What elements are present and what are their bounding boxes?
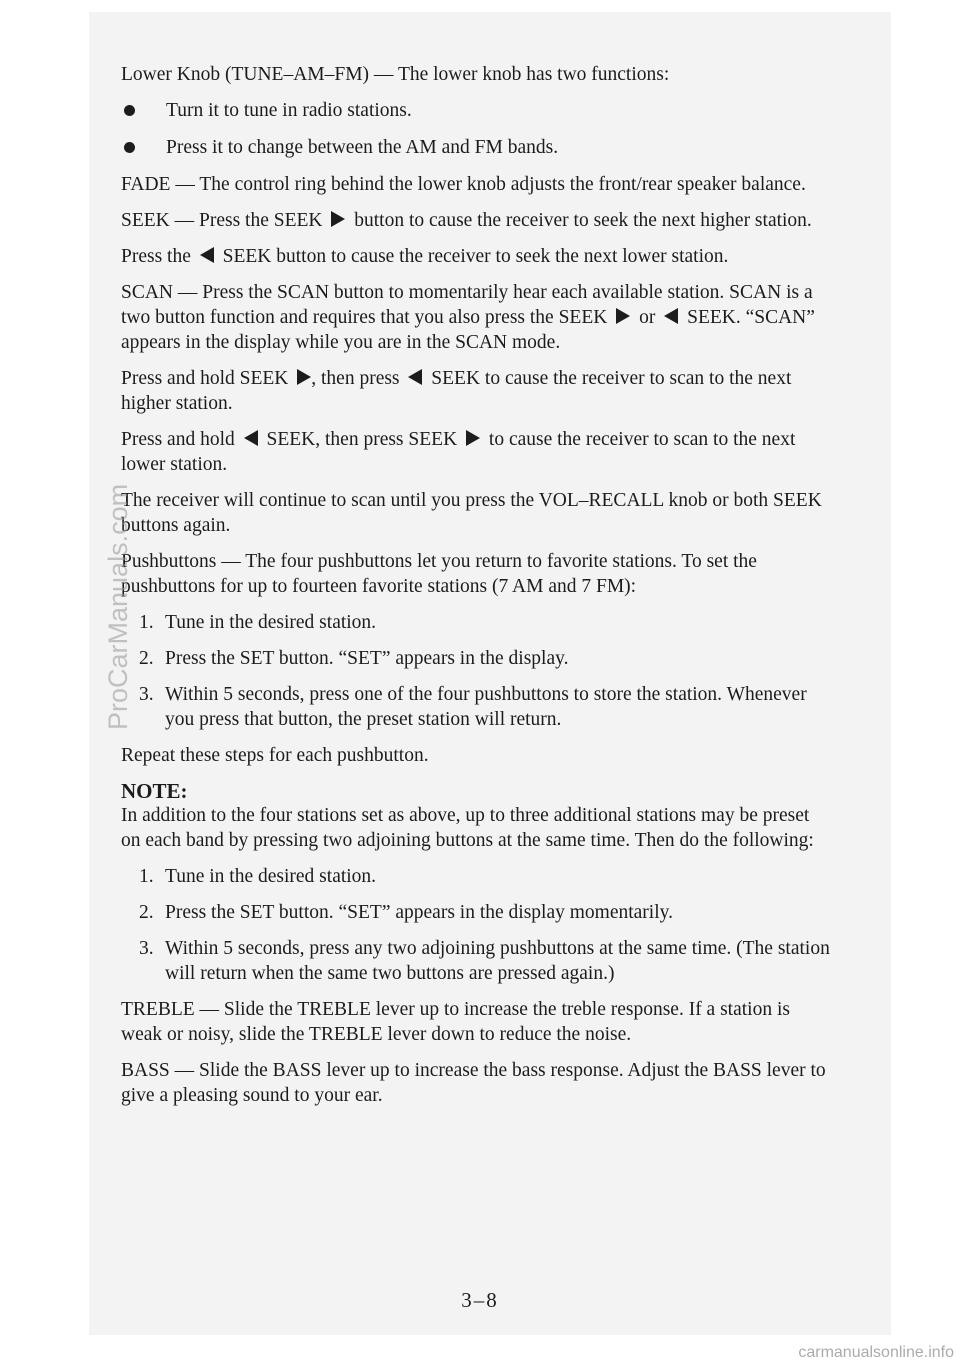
scan-text: , then press bbox=[311, 368, 400, 389]
step-text: Press the SET button. “SET” appears in the display. bbox=[165, 648, 569, 669]
seek-up-arrow-icon bbox=[331, 211, 345, 227]
scan-paragraph bbox=[121, 280, 831, 355]
seek-up-arrow-icon bbox=[616, 308, 630, 324]
step-text: Within 5 seconds, press one of the four pushbuttons to store the station. Whenever you press that button, the preset station will return. bbox=[165, 684, 807, 730]
step-number: 3. bbox=[139, 684, 154, 705]
scan-text: SCAN — Press the SCAN button to momentarily hear each available station. SCAN is a two button function and requires that you also press the SEEK bbox=[121, 282, 813, 328]
seek-text: Press the bbox=[121, 246, 191, 267]
note-step bbox=[121, 900, 831, 925]
seek-text: button to cause the receiver to seek the next higher station. bbox=[354, 210, 812, 231]
seek-up-arrow-icon bbox=[297, 369, 311, 385]
seek-up-arrow-icon bbox=[466, 430, 480, 446]
scan-continue-paragraph: The receiver will continue to scan until you press the VOL–RECALL knob or both SEEK buttons again. bbox=[121, 490, 822, 536]
side-watermark-text: ProCarManuals.com bbox=[103, 483, 133, 730]
lower-knob-heading: Lower Knob (TUNE–AM–FM) — The lower knob has two functions: bbox=[121, 64, 670, 85]
scan-text: or bbox=[639, 307, 656, 328]
pushbutton-step bbox=[121, 646, 831, 671]
step-number: 2. bbox=[139, 902, 154, 923]
note-step bbox=[121, 864, 831, 889]
pushbutton-step bbox=[121, 610, 831, 635]
step-text: Within 5 seconds, press any two adjoining pushbuttons at the same time. (The station will return when the same two buttons are pressed again.) bbox=[165, 938, 830, 984]
step-number: 2. bbox=[139, 648, 154, 669]
scan-text: SEEK. “SCAN” appears in the display while you are in the SCAN mode. bbox=[121, 307, 815, 353]
note-step bbox=[121, 936, 831, 986]
step-number: 1. bbox=[139, 612, 154, 633]
fade-paragraph: FADE — The control ring behind the lower knob adjusts the front/rear speaker balance. bbox=[121, 174, 806, 195]
seek-down-arrow-icon bbox=[664, 308, 678, 324]
treble-paragraph: TREBLE — Slide the TREBLE lever up to increase the treble response. If a station is weak or noisy, slide the TREBLE lever down to reduce the noise. bbox=[121, 999, 790, 1045]
seek-text: SEEK — Press the SEEK bbox=[121, 210, 323, 231]
page-content bbox=[121, 62, 831, 1119]
bass-paragraph: BASS — Slide the BASS lever up to increase the bass response. Adjust the BASS lever to give a pleasing sound to your ear. bbox=[121, 1060, 826, 1106]
step-text: Tune in the desired station. bbox=[165, 866, 377, 887]
scan-text: SEEK to cause the receiver to scan to the next higher station. bbox=[121, 368, 792, 414]
scan-text: Press and hold SEEK bbox=[121, 368, 289, 389]
seek-text: SEEK button to cause the receiver to seek the next lower station. bbox=[222, 246, 729, 267]
step-text: Press the SET button. “SET” appears in the display momentarily. bbox=[165, 902, 673, 923]
bullet-band: Press it to change between the AM and FM bands. bbox=[121, 135, 831, 160]
bottom-watermark: carmanualsonline.info bbox=[798, 1344, 954, 1361]
seek-down-arrow-icon bbox=[244, 430, 258, 446]
pushbutton-step bbox=[121, 682, 831, 732]
page-number: 3–8 bbox=[461, 1288, 499, 1312]
note-heading: NOTE: bbox=[121, 779, 188, 803]
scan-text: to cause the receiver to scan to the next lower station. bbox=[121, 429, 796, 475]
seek-down-paragraph bbox=[121, 244, 831, 269]
step-number: 1. bbox=[139, 866, 154, 887]
seek-down-arrow-icon bbox=[408, 369, 422, 385]
pushbuttons-paragraph: Pushbuttons — The four pushbuttons let you return to favorite stations. To set the pushbuttons for up to fourteen favorite stations (7 AM and 7 FM): bbox=[121, 551, 757, 597]
bullet-tune: Turn it to tune in radio stations. bbox=[121, 98, 831, 123]
seek-paragraph bbox=[121, 208, 831, 233]
scan-text: Press and hold bbox=[121, 429, 235, 450]
repeat-paragraph: Repeat these steps for each pushbutton. bbox=[121, 745, 429, 766]
seek-down-arrow-icon bbox=[200, 247, 214, 263]
note-body: In addition to the four stations set as above, up to three additional stations may be preset on each band by pressing two adjoining buttons at the same time. Then do the following: bbox=[121, 805, 814, 851]
scan-text: SEEK, then press SEEK bbox=[266, 429, 458, 450]
step-text: Tune in the desired station. bbox=[165, 612, 377, 633]
scan-down-paragraph bbox=[121, 427, 831, 477]
scan-up-paragraph bbox=[121, 366, 831, 416]
step-number: 3. bbox=[139, 938, 154, 959]
